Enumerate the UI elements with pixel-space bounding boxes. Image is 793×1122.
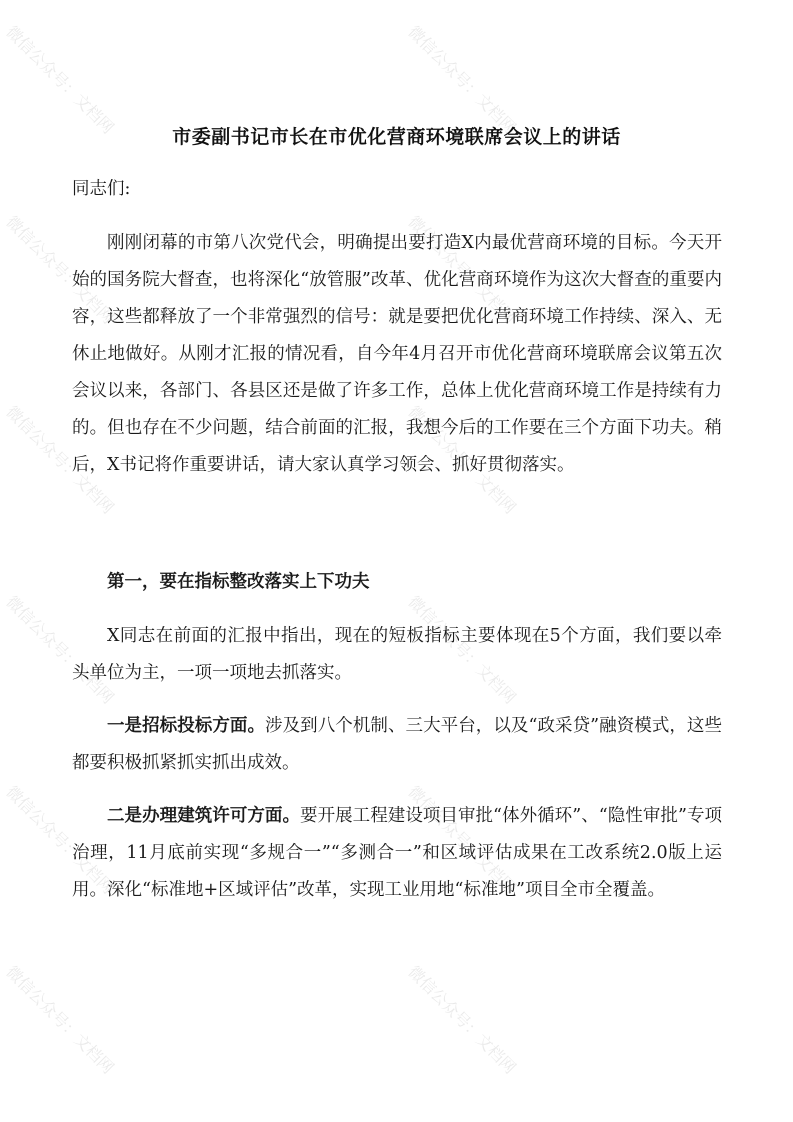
paragraph-bidding	[72, 708, 722, 782]
watermark: 微信公众号：文档网	[2, 782, 118, 898]
paragraph-indicators: X同志在前面的汇报中指出，现在的短板指标主要体现在5个方面，我们要以牵头单位为主，一项一项地去抓落实。	[72, 626, 722, 683]
watermark: 微信公众号：文档网	[404, 782, 520, 898]
paragraph-construction-permits	[72, 798, 722, 909]
watermark: 微信公众号：文档网	[404, 402, 520, 518]
watermark: 微信公众号：文档网	[404, 22, 520, 138]
watermark: 微信公众号：文档网	[2, 962, 118, 1078]
paragraph-text: 涉及到八个机制、三大平台，以及“政采贷”融资模式，这些都要积极抓紧抓实抓出成效。	[72, 716, 722, 773]
section-heading: 第一，要在指标整改落实上下功夫	[107, 572, 370, 592]
paragraph-intro: 刚刚闭幕的市第八次党代会，明确提出要打造X内最优营商环境的目标。今天开始的国务院大督查，也将深化“放管服”改革、优化营商环境作为这次大督查的重要内容，这些都释放了一个非常强烈的信号：就是要把优化营商环境工作持续、深入、无休止地做好。从刚才汇报的情况看，自今年4月召开市优化营商环境联席会议第五次会议以来，各部门、各县区还是做了许多工作，总体上优化营商环境工作是持续有力的。但也存在不少问题，结合前面的汇报，我想今后的工作要在三个方面下功夫。稍后，X书记将作重要讲话，请大家认真学习领会、抓好贯彻落实。	[72, 233, 722, 475]
document-title: 市委副书记市长在市优化营商环境联席会议上的讲话	[172, 126, 621, 148]
paragraph-text: 要开展工程建设项目审批“体外循环”、“隐性审批”专项治理，11月底前实现“多规合一”“多测合一”和区域评估成果在工改系统2.0版上运用。深化“标准地+区域评估”改革，实现工业用地“标准地”项目全市全覆盖。	[72, 806, 722, 900]
watermark: 微信公众号：文档网	[2, 212, 118, 328]
salutation: 同志们:	[72, 179, 131, 199]
paragraph-lead: 二是办理建筑许可方面。	[107, 806, 301, 826]
watermark: 微信公众号：文档网	[404, 212, 520, 328]
watermark: 微信公众号：文档网	[2, 592, 118, 708]
paragraph-lead: 一是招标投标方面。	[107, 716, 266, 736]
watermark: 微信公众号：文档网	[404, 962, 520, 1078]
watermark: 微信公众号：文档网	[404, 592, 520, 708]
watermark: 微信公众号：文档网	[2, 402, 118, 518]
watermark: 微信公众号：文档网	[2, 22, 118, 138]
